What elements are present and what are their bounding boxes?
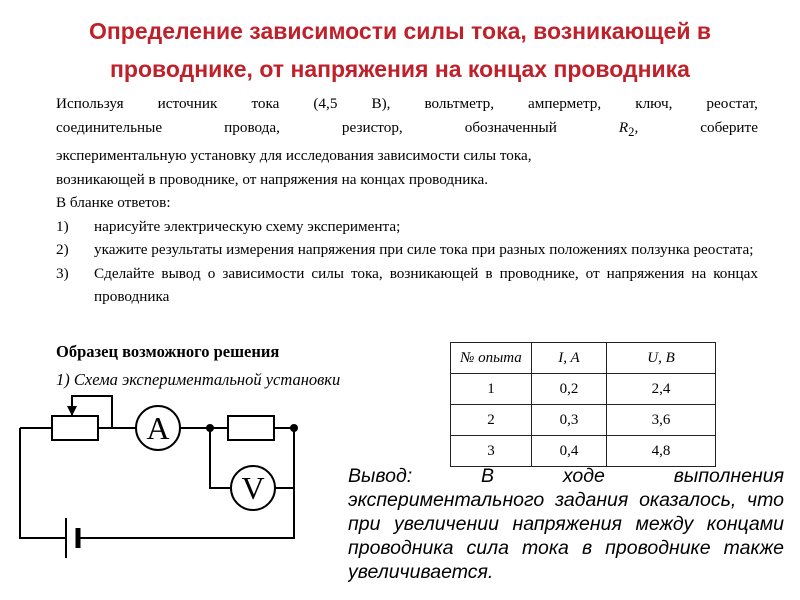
word: соединительные <box>56 118 163 136</box>
word: резистор, <box>341 118 403 136</box>
word: Используя <box>56 95 124 112</box>
list-item <box>56 262 758 309</box>
table-cell: 2,4 <box>607 374 716 405</box>
table-cell: 3 <box>451 436 532 467</box>
word: реостат, <box>706 95 758 112</box>
table-cell: 4,8 <box>607 436 716 467</box>
rheostat-slider <box>72 396 112 428</box>
rheostat <box>52 416 98 440</box>
title-line-2: проводнике, от напряжения на концах проводника <box>110 56 690 82</box>
table-row <box>451 405 716 436</box>
list-text: нарисуйте электрическую схему эксперимента; <box>94 217 401 235</box>
task-text <box>56 92 758 309</box>
word: тока <box>251 95 280 112</box>
scheme-heading: 1) Схема экспериментальной установки <box>56 370 341 389</box>
junction-node <box>206 424 214 432</box>
sample-heading: Образец возможного решения <box>56 342 280 361</box>
list-number: 1) <box>56 217 69 235</box>
list-number: 3) <box>56 264 69 282</box>
table-cell: 3,6 <box>607 405 716 436</box>
column-header: I, A <box>532 343 607 374</box>
voltmeter-label: V <box>241 470 265 506</box>
word: провода, <box>224 118 280 136</box>
word: соберите <box>700 118 758 136</box>
column-header: № опыта <box>451 343 532 374</box>
table-cell: 0,2 <box>532 374 607 405</box>
table-cell: 2 <box>451 405 532 436</box>
word: В), <box>371 95 391 112</box>
column-header: U, B <box>607 343 716 374</box>
wire-left <box>20 428 66 538</box>
table-cell: 0,4 <box>532 436 607 467</box>
word: источник <box>157 95 218 112</box>
list-item <box>56 215 758 239</box>
task-line-1 <box>56 92 758 116</box>
word: обозначенный <box>464 118 557 136</box>
word: ключ, <box>635 95 673 112</box>
conclusion-text: Вывод: В ходе выполнения экспериментального задания оказалось, что при увеличении напряжения между концами проводника сила тока в проводнике также увеличивается. <box>348 465 784 583</box>
table-row <box>451 374 716 405</box>
ammeter-label: A <box>146 410 170 446</box>
word: амперметр, <box>528 95 602 112</box>
circuit-diagram <box>0 390 330 580</box>
resistor-symbol <box>619 116 638 145</box>
word: (4,5 <box>313 95 338 112</box>
title-line-1: Определение зависимости силы тока, возникающей в <box>88 18 712 44</box>
table-header-row <box>451 343 716 374</box>
battery <box>66 518 78 558</box>
task-line-2 <box>56 116 758 145</box>
junction-node <box>290 424 298 432</box>
table-cell: 0,3 <box>532 405 607 436</box>
word: вольтметр, <box>424 95 495 112</box>
resistor-letter: R <box>618 118 629 136</box>
task-line-3: экспериментальную установку для исследования зависимости силы тока, <box>56 147 532 165</box>
list-text: укажите результаты измерения напряжения при силе тока при разных положениях ползунка реостата; <box>94 241 754 259</box>
results-table <box>450 342 716 467</box>
list-number: 2) <box>56 241 69 259</box>
resistor-subscript: 2 <box>628 124 635 139</box>
slider-arrow-icon <box>67 406 77 416</box>
resistor <box>228 416 274 440</box>
task-line-4: возникающей в проводнике, от напряжения на концах проводника. <box>56 170 489 188</box>
resistor-comma: , <box>634 118 639 136</box>
blank-intro: В бланке ответов: <box>56 194 171 212</box>
list-item <box>56 238 758 262</box>
list-text: Сделайте вывод о зависимости силы тока, возникающей в проводнике, от напряжения на концах проводника <box>94 264 758 306</box>
table-row <box>451 436 716 467</box>
table-cell: 1 <box>451 374 532 405</box>
slide-title <box>10 12 790 88</box>
